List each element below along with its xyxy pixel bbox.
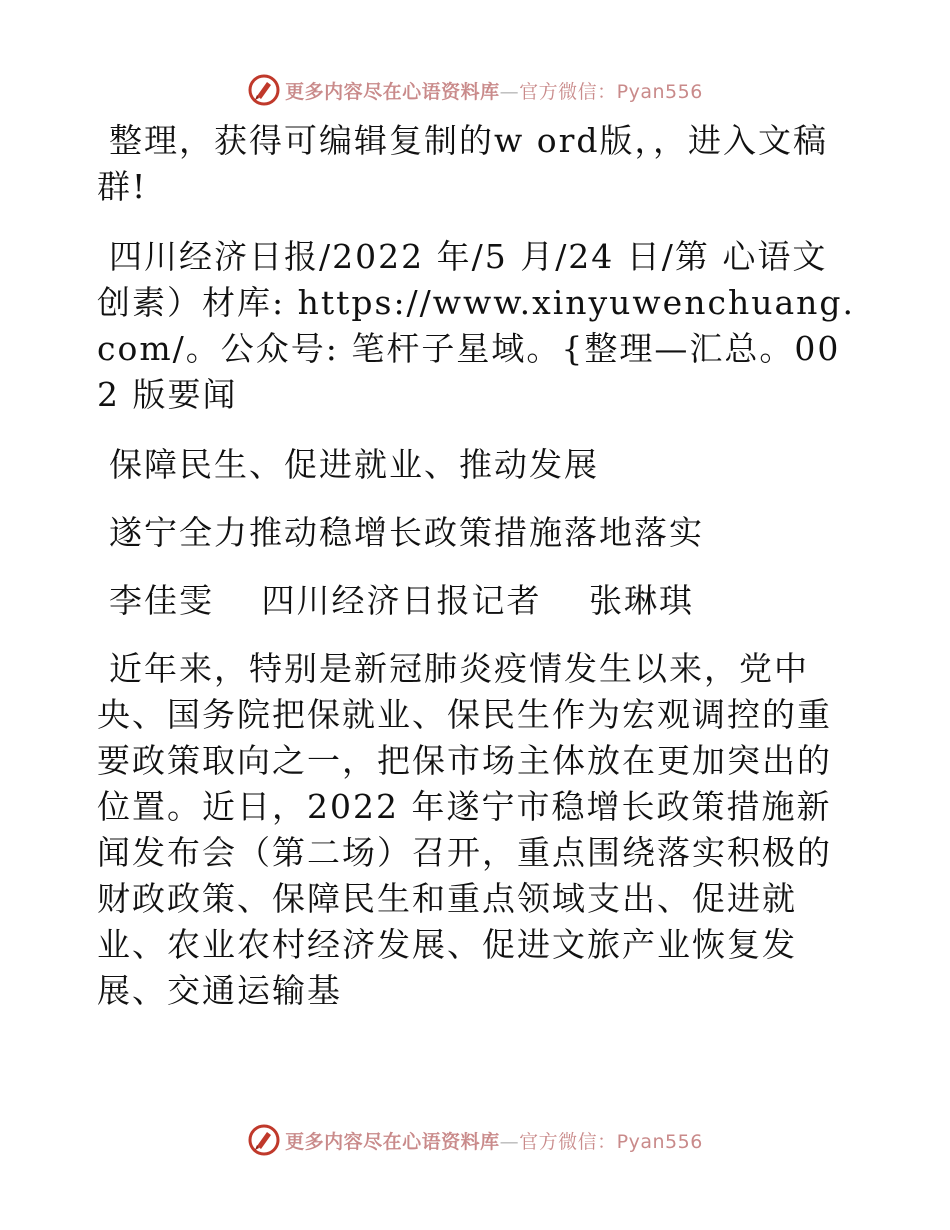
article-subtitle: 保障民生、促进就业、推动发展 bbox=[109, 445, 599, 484]
paragraph-intro: 整理，获得可编辑复制的w ord版，，进入文稿群! bbox=[97, 121, 829, 206]
document-body bbox=[97, 118, 857, 1038]
footer-banner bbox=[0, 1120, 950, 1160]
banner-text: 更多内容尽在心语资料库—官方微信：Pyan556 bbox=[285, 1130, 703, 1153]
article-title: 遂宁全力推动稳增长政策措施落地落实 bbox=[109, 513, 704, 552]
paragraph-source: 四川经济日报/2022 年/5 月/24 日/第 心语文创素）材库: https://www.xinyuwenchuang.com/。公众号: 笔杆子星域。{整理—汇总。002 版要闻 bbox=[97, 237, 855, 414]
header-banner bbox=[0, 70, 950, 110]
logo-icon bbox=[247, 1123, 281, 1157]
article-byline: 李佳雯 四川经济日报记者 张琳琪 bbox=[109, 581, 694, 620]
banner-text: 更多内容尽在心语资料库—官方微信：Pyan556 bbox=[285, 80, 703, 103]
paragraph-body: 近年来，特别是新冠肺炎疫情发生以来，党中央、国务院把保就业、保民生作为宏观调控的重要政策取向之一，把保市场主体放在更加突出的位置。近日，2022 年遂宁市稳增长政策措施新闻发布会（第二场）召开，重点围绕落实积极的财政政策、保障民生和重点领域支出、促进就业、农业农村经济发展、促进文旅产业恢复发展、交通运输基 bbox=[97, 649, 832, 1010]
logo-icon bbox=[247, 73, 281, 107]
